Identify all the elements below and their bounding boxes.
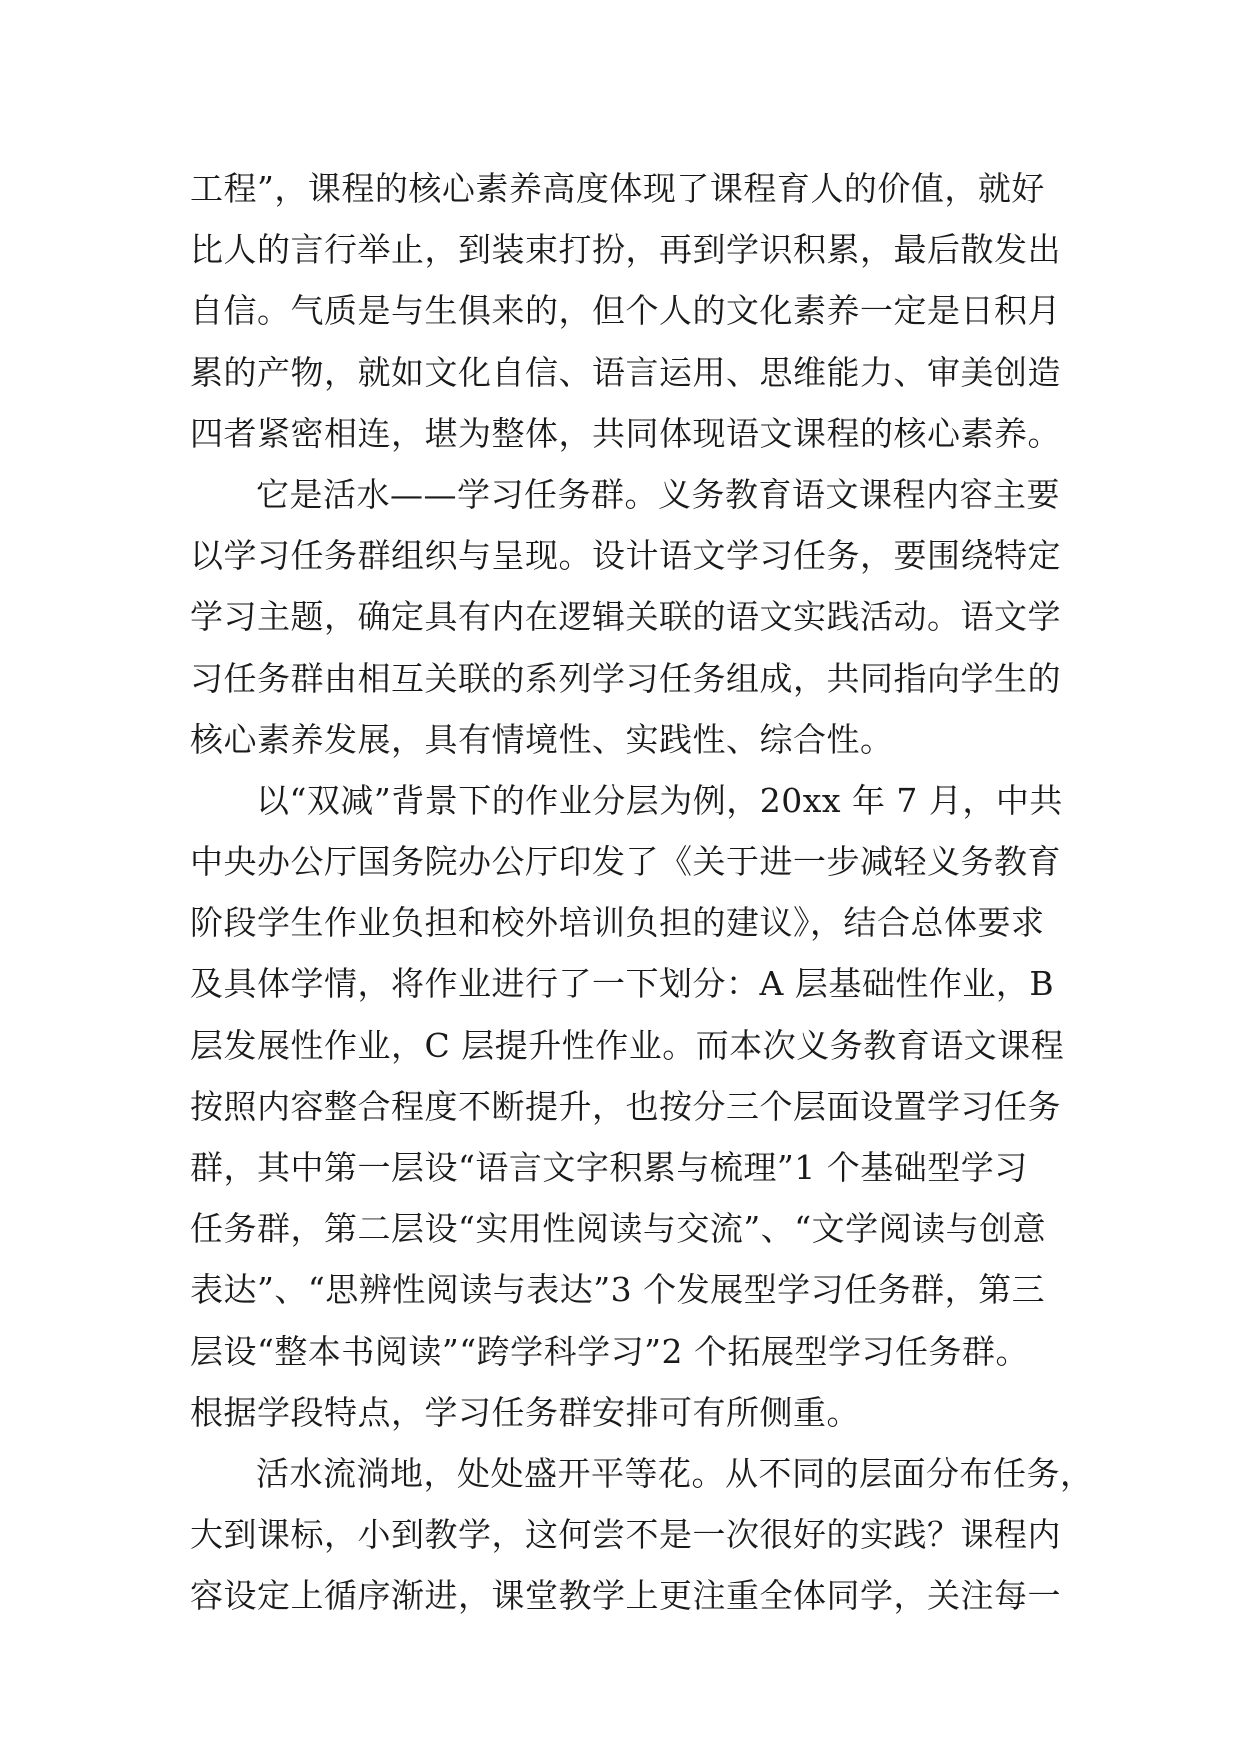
- text-line: 它是活水——学习任务群。义务教育语文课程内容主要: [256, 474, 1060, 514]
- text-line: 层发展性作业，C 层提升性作业。而本次义务教育语文课程: [190, 1025, 1065, 1065]
- text-line: 学习主题，确定具有内在逻辑关联的语文实践活动。语文学: [190, 597, 1061, 637]
- text-line: 根据学段特点，学习任务群安排可有所侧重。: [190, 1392, 860, 1432]
- document-body: [190, 158, 1094, 1627]
- text-line: 容设定上循序渐进，课堂教学上更注重全体同学，关注每一: [190, 1576, 1061, 1616]
- text-line: 工程”，课程的核心素养高度体现了课程育人的价值，就好: [190, 169, 1045, 208]
- text-line: 大到课标，小到教学，这何尝不是一次很好的实践？课程内: [190, 1515, 1061, 1555]
- text-line: 中央办公厅国务院办公厅印发了《关于进一步减轻义务教育: [190, 842, 1061, 882]
- text-line: 活水流淌地，处处盛开平等花。从不同的层面分布任务，: [256, 1453, 1094, 1493]
- text-line: 层设“整本书阅读”“跨学科学习”2 个拓展型学习任务群。: [190, 1331, 1029, 1371]
- text-line: 习任务群由相互关联的系列学习任务组成，共同指向学生的: [190, 658, 1061, 698]
- text-line: 阶段学生作业负担和校外培训负担的建议》，结合总体要求: [190, 903, 1045, 943]
- text-line: 按照内容整合程度不断提升，也按分三个层面设置学习任务: [190, 1086, 1061, 1126]
- text-line: 比人的言行举止，到装束打扮，再到学识积累，最后散发出: [190, 230, 1061, 270]
- text-line: 自信。气质是与生俱来的，但个人的文化素养一定是日积月: [190, 291, 1061, 331]
- text-line: 核心素养发展，具有情境性、实践性、综合性。: [190, 719, 894, 759]
- text-line: 群，其中第一层设“语言文字积累与梳理”1 个基础型学习: [190, 1148, 1028, 1187]
- text-line: 累的产物，就如文化自信、语言运用、思维能力、审美创造: [190, 352, 1061, 392]
- text-line: 表达”、“思辨性阅读与表达”3 个发展型学习任务群，第三: [190, 1270, 1046, 1310]
- text-line: 以“双减”背景下的作业分层为例，20xx 年 7 月，中共: [256, 780, 1063, 820]
- text-line: 以学习任务群组织与呈现。设计语文学习任务，要围绕特定: [190, 536, 1061, 576]
- text-line: 任务群，第二层设“实用性阅读与交流”、“文学阅读与创意: [190, 1209, 1047, 1249]
- text-line: 及具体学情，将作业进行了一下划分：A 层基础性作业，B: [190, 964, 1055, 1004]
- text-line: 四者紧密相连，堪为整体，共同体现语文课程的核心素养。: [190, 413, 1061, 453]
